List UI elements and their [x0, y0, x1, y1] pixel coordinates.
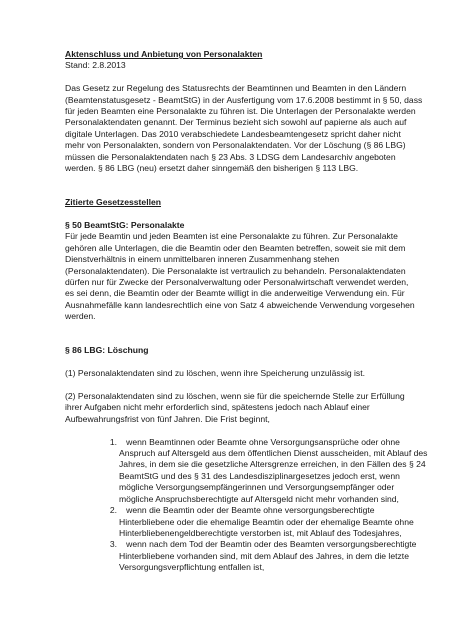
s86-paragraph-2 — [65, 391, 405, 425]
s86-line: ihrer Aufgaben nicht mehr erforderlich sind, spätestens jedoch nach Ablauf einer — [65, 402, 370, 413]
list-number: 3. — [109, 539, 117, 550]
deadline-list — [65, 436, 428, 574]
list-line — [119, 505, 401, 516]
list-item — [109, 436, 428, 505]
intro-line: mehr von Personalakten, sondern von Personalaktendaten. Vor der Löschung (§ 86 LBG) — [65, 140, 406, 151]
spacer — [65, 209, 401, 220]
spacer — [65, 174, 401, 185]
list-number: 2. — [109, 505, 117, 516]
intro-line: digitale Unterlagen. Das 2010 verabschiedete Landesbeamtengesetz spricht daher nicht — [65, 128, 401, 139]
s50-paragraph — [65, 231, 415, 322]
spacer — [65, 425, 401, 436]
s50-line: es sei denn, die Beamtin oder der Beamte willigt in die anderweitige Verwendung ein. Für — [65, 288, 405, 299]
section-heading: Zitierte Gesetzesstellen — [65, 197, 162, 208]
intro-paragraph — [65, 83, 423, 174]
list-line-text: wenn nach dem Tod der Beamtin oder des Beamten versorgungsberechtigte — [126, 539, 417, 550]
s50-line: Ausnahmefälle kann landesrechtlich eine von Satz 4 abweichende Verwendung vorgesehen — [65, 299, 415, 310]
list-line: Hinterbliebene vorhanden sind, mit dem Ablauf des Jahres, in dem die letzte — [119, 550, 409, 561]
intro-line: müssen die Personalaktendaten nach § 23 Abs. 3 LDSG dem Landesarchiv angeboten — [65, 151, 396, 162]
list-line: Versorgungsverpflichtung entfallen ist, — [119, 562, 265, 573]
list-line: mögliche Versorgungsempfängerinnen und Versorgungsempfänger oder — [119, 482, 395, 493]
s50-heading: § 50 BeamtStG: Personalakte — [65, 220, 185, 231]
s86-paragraph-1: (1) Personalaktendaten sind zu löschen, wenn ihre Speicherung unzulässig ist. — [65, 368, 366, 379]
list-line: Hinterbliebene oder die ehemalige Beamtin oder der ehemalige Beamte ohne — [119, 516, 414, 527]
list-line-text: wenn Beamtinnen oder Beamte ohne Versorgungsansprüche oder ohne — [126, 436, 400, 447]
document-title: Aktenschluss und Anbietung von Personalakten — [65, 49, 263, 59]
list-line: mögliche Anspruchsberechtigte auf Altersgeld nicht mehr vorhanden sind, — [119, 493, 399, 504]
list-item — [109, 505, 414, 539]
spacer — [65, 334, 401, 345]
list-line: Anspruch auf Altersgeld aus dem öffentlichen Dienst ausscheiden, mit Ablauf des — [119, 448, 428, 459]
list-line: Jahres, in dem sie die gesetzliche Altersgrenze erreichen, in den Fällen des § 24 — [119, 459, 426, 470]
document-date: Stand: 2.8.2013 — [65, 60, 126, 71]
list-line — [119, 437, 401, 448]
list-line-text: wenn die Beamtin oder der Beamte ohne versorgungsberechtigte — [126, 505, 375, 516]
spacer — [65, 72, 401, 83]
s50-line: Für jede Beamtin und jeden Beamten ist eine Personalakte zu führen. Zur Personalakte — [65, 231, 398, 242]
s50-line: dürfen nur für Zwecke der Personalverwaltung oder Personalwirtschaft verwendet werden, — [65, 277, 409, 288]
intro-line: Das Gesetz zur Regelung des Statusrechts der Beamtinnen und Beamten in den Ländern — [65, 83, 407, 94]
s86-line: (2) Personalaktendaten sind zu löschen, wenn sie für die speichernde Stelle zur Erfüllung — [65, 391, 405, 402]
list-item — [109, 539, 417, 573]
spacer — [65, 357, 401, 368]
s86-line: Aufbewahrungsfrist von fünf Jahren. Die Frist beginnt, — [65, 413, 270, 424]
list-line: BeamtStG und des § 31 des Landesdisziplinargesetzes jedoch erst, wenn — [119, 470, 400, 481]
s50-line: Dienstverhältnis in einem unmittelbaren inneren Zusammenhang stehen — [65, 254, 340, 265]
spacer — [65, 186, 401, 197]
s50-line: werden. — [65, 311, 96, 322]
list-line: Hinterbliebenengeldberechtigte verstorben ist, mit Ablauf des Todesjahres, — [119, 527, 402, 538]
list-line — [119, 539, 417, 550]
spacer — [65, 380, 401, 391]
intro-line: werden. § 86 LBG (neu) ersetzt daher sinngemäß den bisherigen § 113 LBG. — [65, 163, 359, 174]
intro-line: für jeden Beamten eine Personalakte zu führen ist. Die Unterlagen der Personalakte werden — [65, 106, 416, 117]
intro-line: Personalaktendaten genannt. Der Terminus bezieht sich sowohl auf papierne als auch auf — [65, 117, 407, 128]
spacer — [65, 323, 401, 334]
s86-heading: § 86 LBG: Löschung — [65, 345, 149, 356]
list-number: 1. — [109, 436, 117, 447]
s50-line: (Personalaktendaten). Die Personalakte ist vertraulich zu behandeln. Personalaktendaten — [65, 265, 406, 276]
s50-line: gehören alle Unterlagen, die die Beamtin oder den Beamten betreffen, soweit sie mit dem — [65, 242, 406, 253]
intro-line: (Beamtenstatusgesetz - BeamtStG) in der Ausfertigung vom 17.6.2008 bestimmt in § 50, dass — [65, 94, 423, 105]
